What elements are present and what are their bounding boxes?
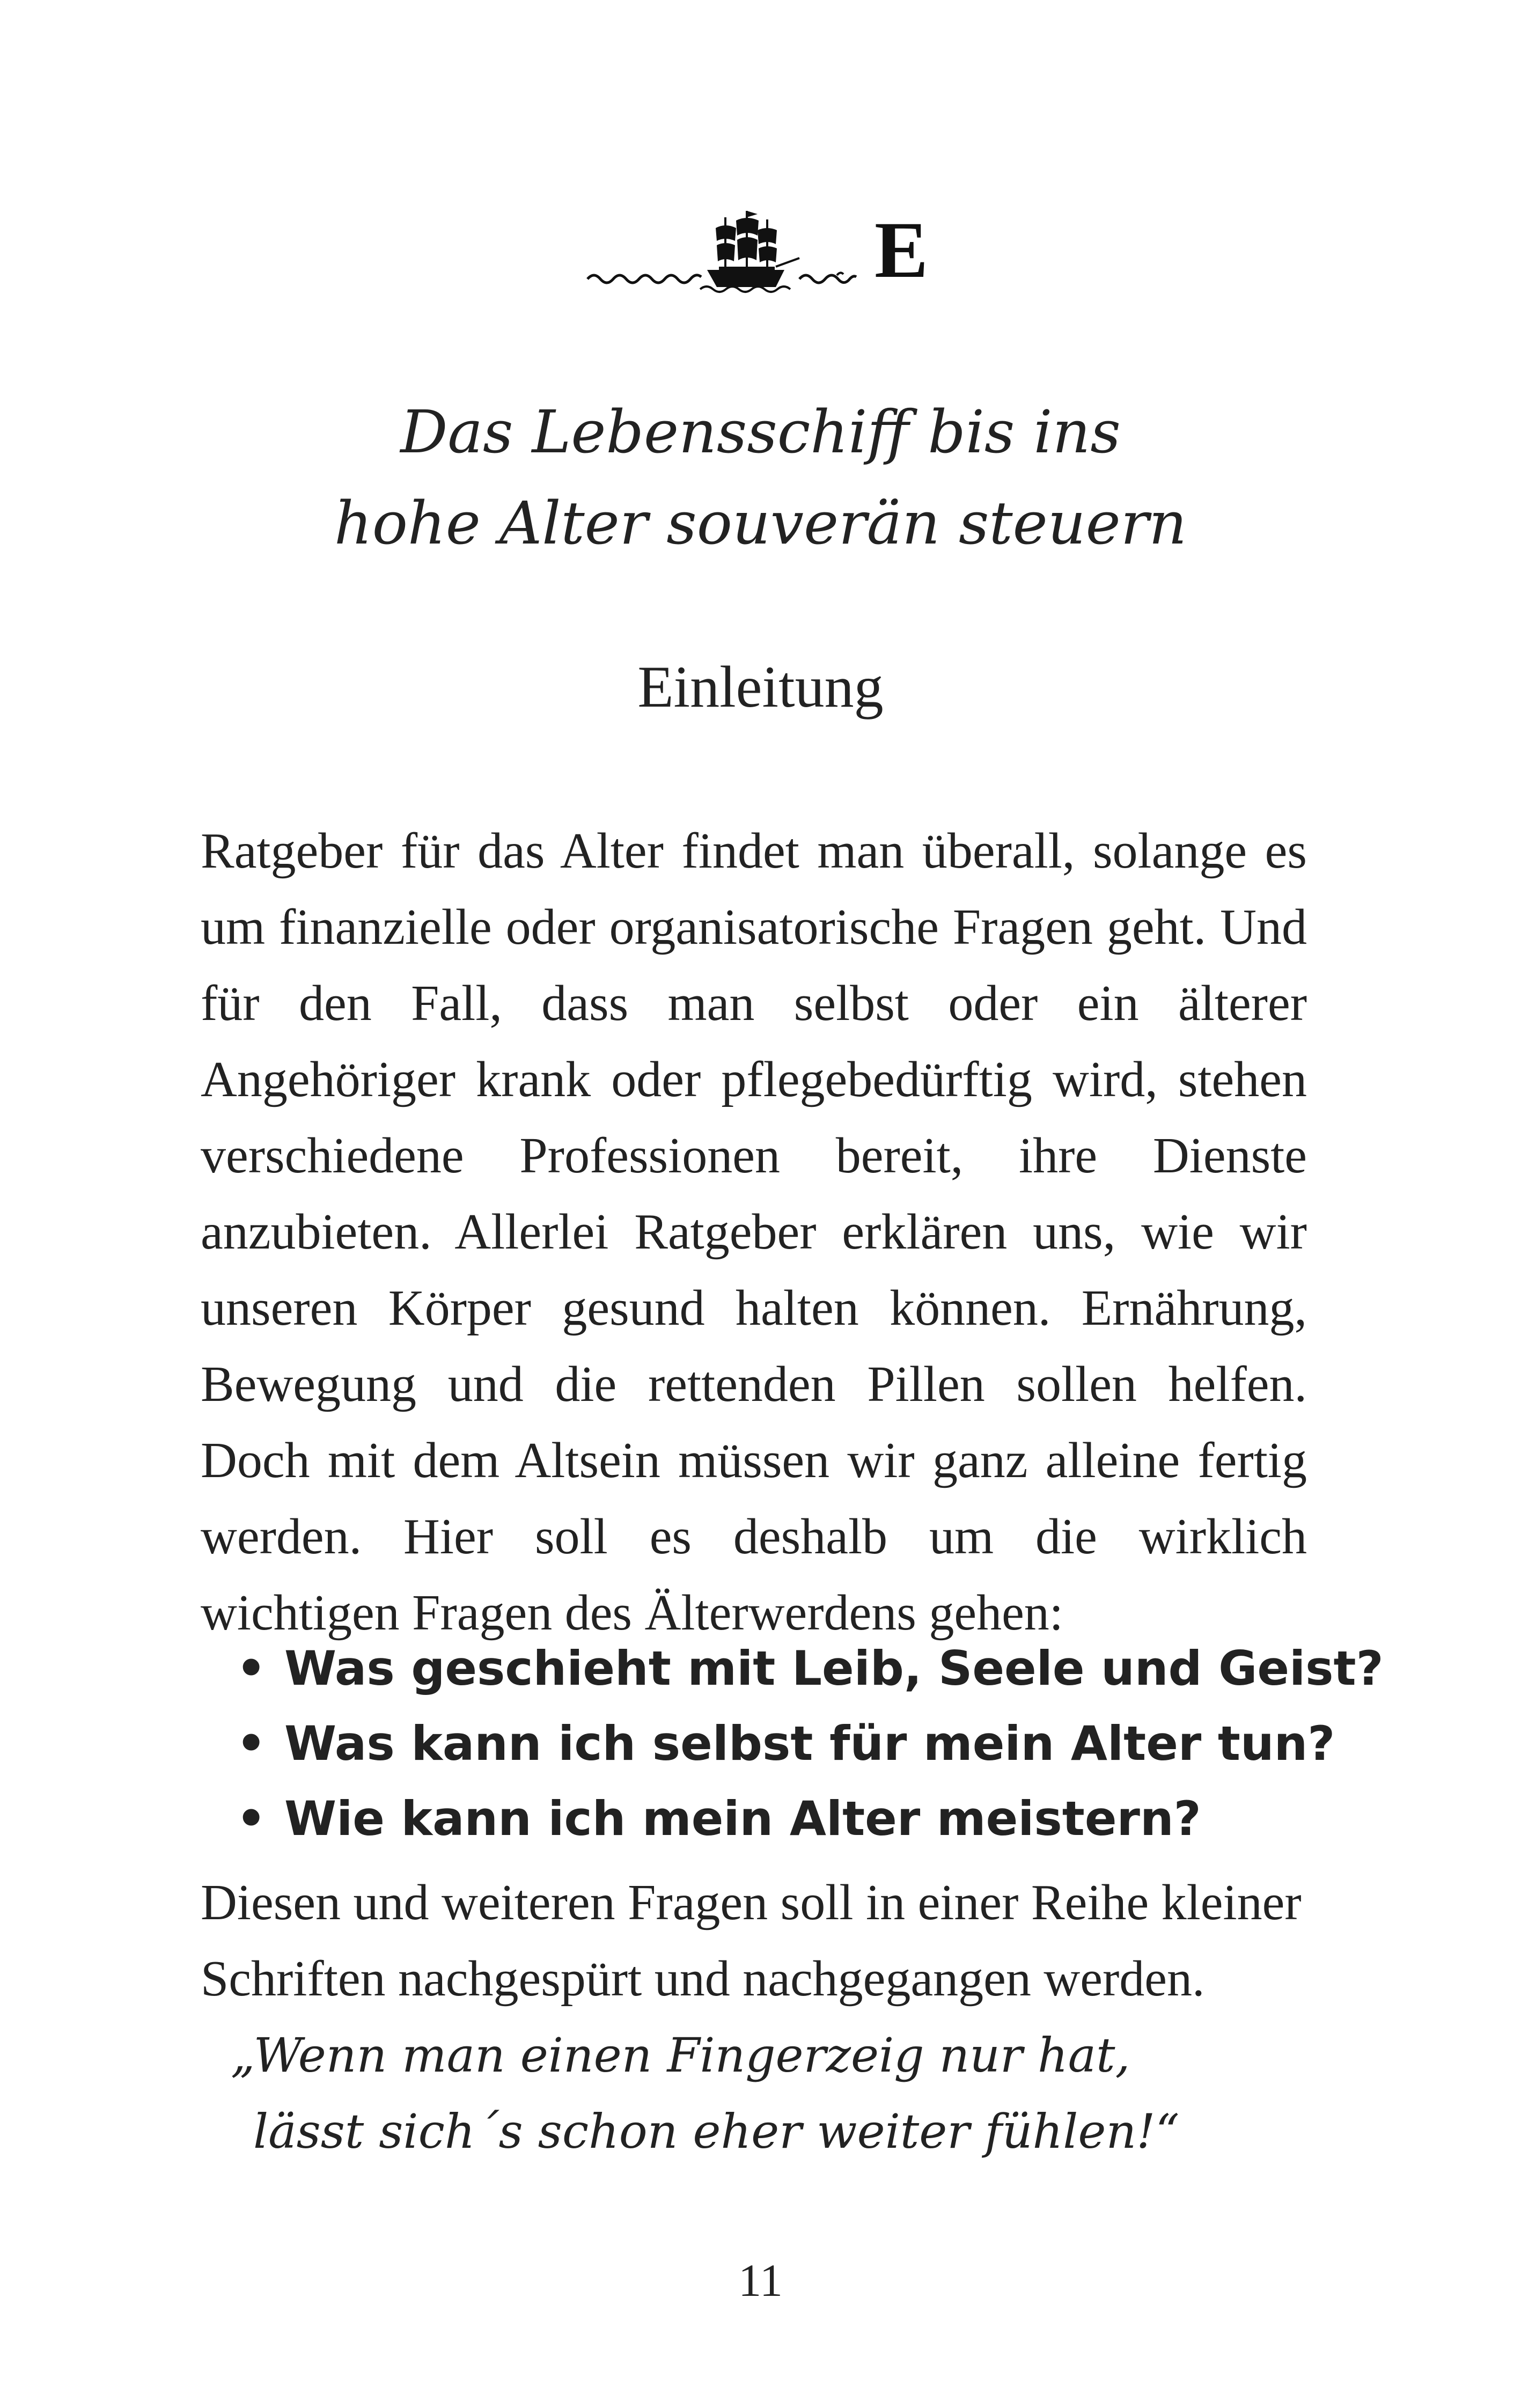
chapter-title-line-1: Das Lebensschiff bis ins xyxy=(400,398,1121,466)
section-heading: Einleitung xyxy=(637,654,884,720)
quotation-line-2: lässt sich´s schon eher weiter fühlen!“ xyxy=(253,2104,1180,2159)
list-item xyxy=(236,1631,1384,1706)
question-list xyxy=(236,1631,1384,1856)
chapter-initial: E xyxy=(875,205,929,295)
bullet: • xyxy=(236,1716,267,1771)
question-text: Was kann ich selbst für mein Alter tun? xyxy=(284,1716,1335,1771)
closing-paragraph: Diesen und weiteren Fragen soll in einer Reihe kleiner Schriften nachgespürt und nachgegangen werden. xyxy=(201,1875,1302,2007)
chapter-title xyxy=(0,386,1521,569)
quotation xyxy=(231,2017,1357,2170)
list-item xyxy=(236,1706,1336,1781)
bullet: • xyxy=(236,1791,267,1846)
quotation-line-1: „Wenn man einen Fingerzeig nur hat, xyxy=(231,2028,1130,2083)
body-paragraph xyxy=(201,813,1307,1651)
chapter-title-line-2: hohe Alter souverän steuern xyxy=(334,489,1187,557)
chapter-ornament xyxy=(585,207,950,298)
page-number: 11 xyxy=(738,2255,783,2306)
question-text: Wie kann ich mein Alter meistern? xyxy=(284,1791,1201,1846)
question-text: Was geschieht mit Leib, Seele und Geist? xyxy=(284,1641,1384,1696)
bullet: • xyxy=(236,1641,267,1696)
body-paragraph-text: Ratgeber für das Alter findet man überall, solange es um finanzielle oder organisatorische Fragen geht. Und für den Fall, dass man selbst oder ein älterer Angehöriger krank oder pflegebedürftig wird, stehen verschiedene Professionen bereit, ihre Dienste anzubieten. Allerlei Ratgeber erklären uns, wie wir unseren Körper gesund halten können. Ernährung, Bewegung und die rettenden Pillen sollen helfen. Doch mit dem Altsein müssen wir ganz alleine fertig werden. Hier soll es deshalb um die wirklich wichtigen Fragen des Älterwerdens gehen: xyxy=(201,823,1307,1641)
list-item xyxy=(236,1781,1336,1856)
